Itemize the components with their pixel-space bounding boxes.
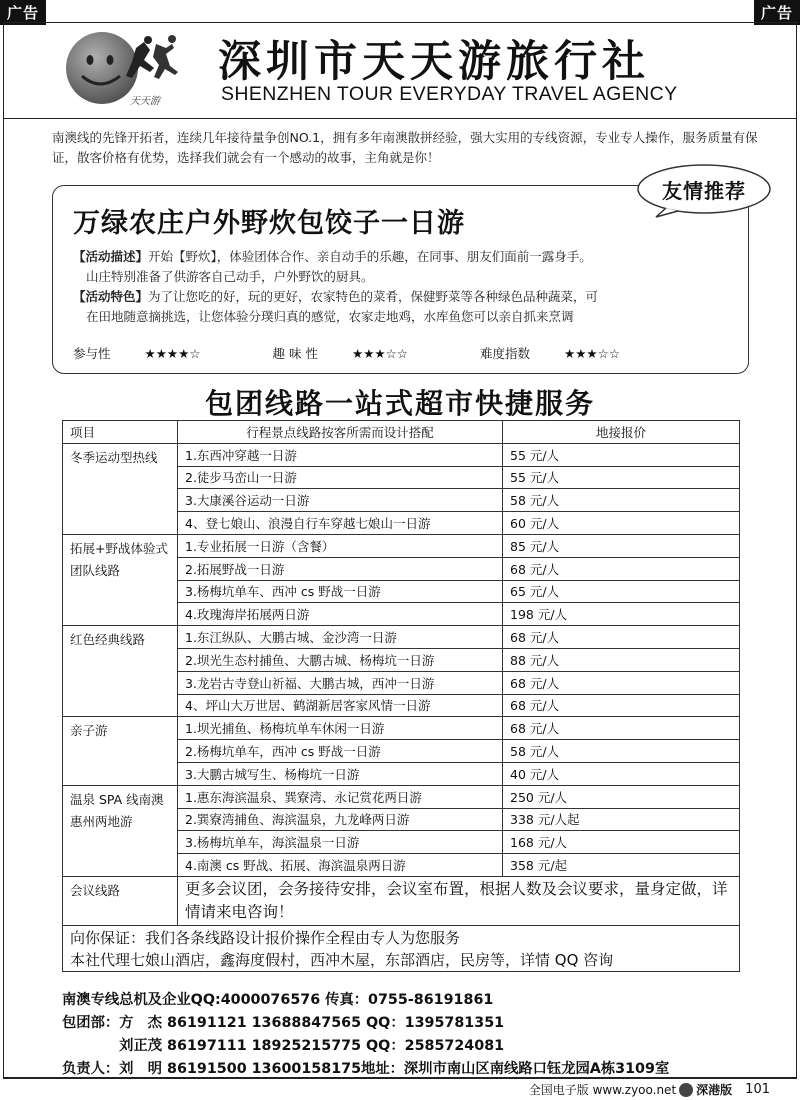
table-row bbox=[63, 443, 740, 466]
footer-edition: 深港版 bbox=[696, 1083, 733, 1097]
price-cell: 68 元/人 bbox=[503, 717, 740, 740]
service-title: 包团线路一站式超市快捷服务 bbox=[204, 387, 595, 420]
route-cell: 3.杨梅坑单车、西冲 cs 野战一日游 bbox=[178, 580, 503, 603]
recommend-badge: 友情推荐 bbox=[662, 179, 746, 203]
route-cell: 2.巽寮湾捕鱼、海滨温泉，九龙峰两日游 bbox=[178, 808, 503, 831]
price-cell: 60 元/人 bbox=[503, 512, 740, 535]
star-icons: ★★★☆☆ bbox=[351, 346, 409, 361]
route-cell: 3.大康溪谷运动一日游 bbox=[178, 489, 503, 512]
rating-participation bbox=[73, 346, 235, 361]
route-cell: 2.坝光生态村捕鱼、大鹏古城、杨梅坑一日游 bbox=[178, 648, 503, 671]
rating-label: 难度指数 bbox=[480, 346, 531, 361]
contact-line3: 刘正茂 86197111 18925215775 QQ：2585724081 bbox=[62, 1038, 505, 1054]
price-cell: 88 元/人 bbox=[503, 648, 740, 671]
agency-name-cn: 深圳市天天游旅行社 bbox=[218, 37, 650, 87]
table-row bbox=[63, 534, 740, 557]
route-cell: 3.龙岩古寺登山祈福、大鹏古城，西冲一日游 bbox=[178, 671, 503, 694]
contact-line4: 负责人：刘 明 86191500 13600158175地址：深圳市南山区南线路口钰龙园A栋3109室 bbox=[62, 1061, 670, 1077]
price-cell: 65 元/人 bbox=[503, 580, 740, 603]
footer bbox=[529, 1081, 770, 1098]
logo-text: 天天游 bbox=[130, 96, 160, 107]
price-cell: 68 元/人 bbox=[503, 557, 740, 580]
group-name: 亲子游 bbox=[63, 717, 178, 785]
route-cell: 2.徒步马峦山一日游 bbox=[178, 466, 503, 489]
contact-line1: 南澳专线总机及企业QQ:4000076576 传真：0755-86191861 bbox=[62, 992, 494, 1008]
price-cell: 338 元/人起 bbox=[503, 808, 740, 831]
feat-line2: 在田地随意摘挑选，让您体验分璞归真的感觉，农家走地鸡，水库鱼您可以亲自抓来烹调 bbox=[86, 309, 574, 324]
page-number: 101 bbox=[745, 1082, 770, 1097]
route-cell: 4、坪山大万世居、鹤湖新居客家风情一日游 bbox=[178, 694, 503, 717]
rating-label: 趣 味 性 bbox=[272, 346, 318, 361]
routes-table bbox=[62, 420, 740, 926]
route-cell: 3.杨梅坑单车，海滨温泉一日游 bbox=[178, 831, 503, 854]
agency-logo bbox=[64, 30, 194, 110]
promo-title: 万绿农庄户外野炊包饺子一日游 bbox=[73, 208, 465, 239]
route-cell: 4、登七娘山、浪漫自行车穿越七娘山一日游 bbox=[178, 512, 503, 535]
price-cell: 250 元/人 bbox=[503, 785, 740, 808]
price-cell: 55 元/人 bbox=[503, 466, 740, 489]
header-divider bbox=[3, 118, 797, 119]
route-cell: 1.专业拓展一日游（含餐） bbox=[178, 534, 503, 557]
price-cell: 358 元/起 bbox=[503, 854, 740, 877]
route-cell: 2.拓展野战一日游 bbox=[178, 557, 503, 580]
desc-line2: 山庄特别准备了供游客自己动手，户外野饮的厨具。 bbox=[86, 269, 374, 284]
price-cell: 85 元/人 bbox=[503, 534, 740, 557]
route-cell: 1.坝光捕鱼、杨梅坑单车休闲一日游 bbox=[178, 717, 503, 740]
edition-badge-icon bbox=[679, 1083, 693, 1097]
feat-label: 【活动特色】 bbox=[73, 289, 149, 304]
feat-line1: 为了让您吃的好，玩的更好，农家特色的菜肴，保健野菜等各种绿色品种蔬菜，可 bbox=[148, 289, 599, 304]
price-cell: 58 元/人 bbox=[503, 740, 740, 763]
table-header-row bbox=[63, 421, 740, 444]
guarantee-line2: 本社代理七娘山酒店，鑫海度假村，西冲木屋，东部酒店，民房等，详情 QQ 咨询 bbox=[70, 951, 614, 969]
header-price: 地接报价 bbox=[503, 421, 740, 444]
route-cell: 3.大鹏古城写生、杨梅坑一日游 bbox=[178, 762, 503, 785]
route-cell: 1.东江纵队、大鹏古城、金沙湾一日游 bbox=[178, 626, 503, 649]
price-cell: 58 元/人 bbox=[503, 489, 740, 512]
price-cell: 68 元/人 bbox=[503, 671, 740, 694]
header-item: 项目 bbox=[63, 421, 178, 444]
price-cell: 168 元/人 bbox=[503, 831, 740, 854]
contact-block bbox=[62, 989, 669, 1081]
guarantee-box bbox=[62, 926, 740, 972]
ad-tag-right: 广告 bbox=[754, 0, 800, 25]
group-name: 红色经典线路 bbox=[63, 626, 178, 717]
footer-divider bbox=[3, 1078, 797, 1079]
footer-site: 全国电子版 www.zyoo.net bbox=[528, 1083, 677, 1097]
rating-label: 参与性 bbox=[73, 346, 111, 361]
route-cell: 4.南澳 cs 野战、拓展、海滨温泉两日游 bbox=[178, 854, 503, 877]
group-name: 冬季运动型热线 bbox=[63, 443, 178, 534]
route-cell: 1.东西冲穿越一日游 bbox=[178, 443, 503, 466]
star-icons: ★★★★☆ bbox=[144, 346, 201, 361]
desc-label: 【活动描述】 bbox=[73, 249, 149, 264]
group-name: 会议线路 bbox=[63, 876, 178, 925]
price-cell: 40 元/人 bbox=[503, 762, 740, 785]
table-row bbox=[63, 626, 740, 649]
price-cell: 55 元/人 bbox=[503, 443, 740, 466]
table-row bbox=[63, 717, 740, 740]
table-row bbox=[63, 785, 740, 808]
meeting-note: 更多会议团，会务接待安排，会议室布置，根据人数及会议要求，量身定做，详情请来电咨询！ bbox=[178, 876, 740, 925]
agency-name-en: SHENZHEN TOUR EVERYDAY TRAVEL AGENCY bbox=[221, 83, 678, 105]
desc-line1: 开始【野炊】，体验团体合作、亲自动手的乐趣，在同事、朋友们面前一露身手。 bbox=[148, 249, 592, 264]
price-cell: 198 元/人 bbox=[503, 603, 740, 626]
price-cell: 68 元/人 bbox=[503, 694, 740, 717]
route-cell: 4.玫瑰海岸拓展两日游 bbox=[178, 603, 503, 626]
group-name: 拓展+野战体验式团队线路 bbox=[63, 534, 178, 625]
promo-body bbox=[73, 247, 743, 327]
rating-difficulty bbox=[480, 346, 654, 361]
intro-paragraph: 南澳线的先锋开拓者，连续几年接待量争创NO.1，拥有多年南澳散拼经验，强大实用的专线资源，专业专人操作，服务质量有保证，散客价格有优势，选择我们就会有一个感动的故事，主角就是你！ bbox=[52, 130, 758, 165]
group-name: 温泉 SPA 线南澳惠州两地游 bbox=[63, 785, 178, 876]
route-cell: 2.杨梅坑单车，西冲 cs 野战一日游 bbox=[178, 740, 503, 763]
route-cell: 1.惠东海滨温泉、巽寮湾、永记赏花两日游 bbox=[178, 785, 503, 808]
price-cell: 68 元/人 bbox=[503, 626, 740, 649]
guarantee-line1: 向你保证：我们各条线路设计报价操作全程由专人为您服务 bbox=[70, 929, 461, 947]
rating-fun bbox=[273, 346, 442, 361]
ratings-row bbox=[73, 344, 688, 362]
ad-tag-left: 广告 bbox=[0, 0, 46, 25]
header-route: 行程景点线路按客所需而设计搭配 bbox=[178, 421, 503, 444]
table-row-meeting bbox=[63, 876, 740, 925]
contact-line2: 包团部：方 杰 86191121 13688847565 QQ：1395781351 bbox=[62, 1015, 505, 1031]
star-icons: ★★★☆☆ bbox=[564, 346, 621, 361]
